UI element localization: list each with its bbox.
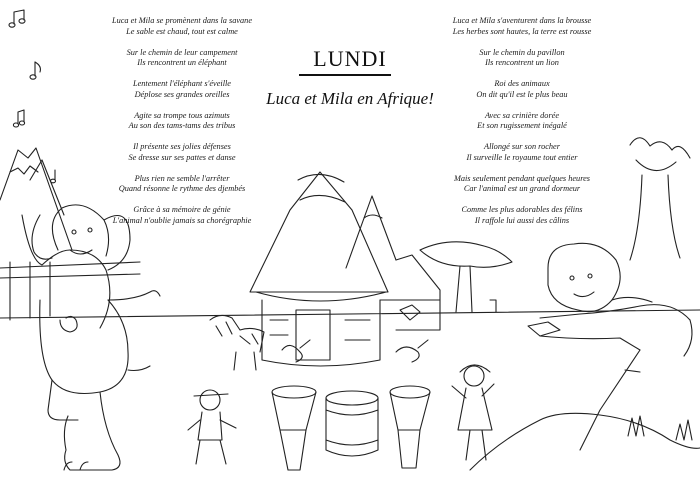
poem-line: Car l'animal est un grand dormeur [463, 184, 581, 194]
left-mountains [0, 148, 72, 250]
acacia-tree [420, 242, 512, 312]
poem-line: Roi des animaux [494, 79, 550, 89]
poem-stanza [72, 48, 292, 69]
poem-stanza [412, 48, 632, 69]
poem-line: Grâce à sa mémoire de génie [133, 205, 231, 215]
poem-stanza [72, 205, 292, 226]
poem-line: Les herbes sont hautes, la terre est rousse [452, 26, 592, 36]
poem-line: Agite sa trompe tous azimuts [134, 110, 230, 120]
grass-tufts [628, 416, 692, 440]
lion-drawing [528, 243, 692, 450]
poem-line: Le sable est chaud, tout est calme [126, 26, 238, 36]
poem-line: Allongé sur son rocher [484, 142, 560, 152]
poem-line: Il surveille le royaume tout entier [466, 152, 578, 162]
poem-stanza [412, 16, 632, 37]
poem-stanza [72, 16, 292, 37]
poem-stanza [412, 205, 632, 226]
poem-stanza [412, 174, 632, 195]
title-underline [299, 74, 391, 76]
page-subtitle: Luca et Mila en Afrique! [266, 89, 434, 108]
poem-line: Sur le chemin du pavillon [479, 47, 565, 57]
poem-stanza [72, 142, 292, 163]
poem-line: Avec sa crinière dorée [484, 110, 560, 120]
poem-line: Luca et Mila se promènent dans la savane [111, 16, 253, 25]
poem-stanza [412, 111, 632, 132]
poem-line: Sur le chemin de leur campement [126, 47, 238, 57]
zebra-drawing [210, 315, 264, 370]
poem-stanza [412, 79, 632, 100]
poem-line: Il présente ses jolies défenses [133, 142, 231, 152]
poem-left [72, 16, 292, 237]
poem-line: Ils rencontrent un lion [485, 58, 559, 68]
baobab-tree [630, 138, 690, 260]
poem-line: L'animal n'oublie jamais sa chorégraphie [112, 216, 252, 226]
poem-line: Comme les plus adorables des félins [461, 205, 583, 215]
poem-line: Plus rien ne semble l'arrêter [134, 173, 230, 183]
elephant-drawing [22, 205, 160, 470]
luca-child-drawing [188, 390, 236, 464]
mila-child-drawing [452, 365, 494, 460]
poem-line: Au son des tams-tams des tribus [128, 121, 236, 131]
poem-line: Lentement l'éléphant s'éveille [132, 79, 231, 89]
poem-line: Se dresse sur ses pattes et danse [128, 152, 236, 162]
fence [0, 262, 140, 320]
poem-line: Et son rugissement inégalé [477, 121, 567, 131]
page-title: LUNDI [313, 46, 387, 71]
poem-stanza [72, 111, 292, 132]
birds [282, 340, 428, 362]
rock-hill [470, 413, 700, 470]
poem-line: On dit qu'il est le plus beau [476, 89, 568, 99]
poem-right [412, 16, 632, 237]
poem-line: Luca et Mila s'aventurent dans la brousse [452, 16, 592, 25]
djembe-drums [272, 386, 430, 470]
poem-line: Mais seulement pendant quelques heures [453, 173, 591, 183]
poem-line: Il raffole lui aussi des câlins [474, 216, 570, 226]
poem-stanza [412, 142, 632, 163]
poem-line: Déplose ses grandes oreilles [134, 89, 230, 99]
poem-line: Ils rencontrent un éléphant [137, 58, 227, 68]
poem-stanza [72, 174, 292, 195]
poem-line: Quand résonne le rythme des djembés [118, 184, 246, 194]
